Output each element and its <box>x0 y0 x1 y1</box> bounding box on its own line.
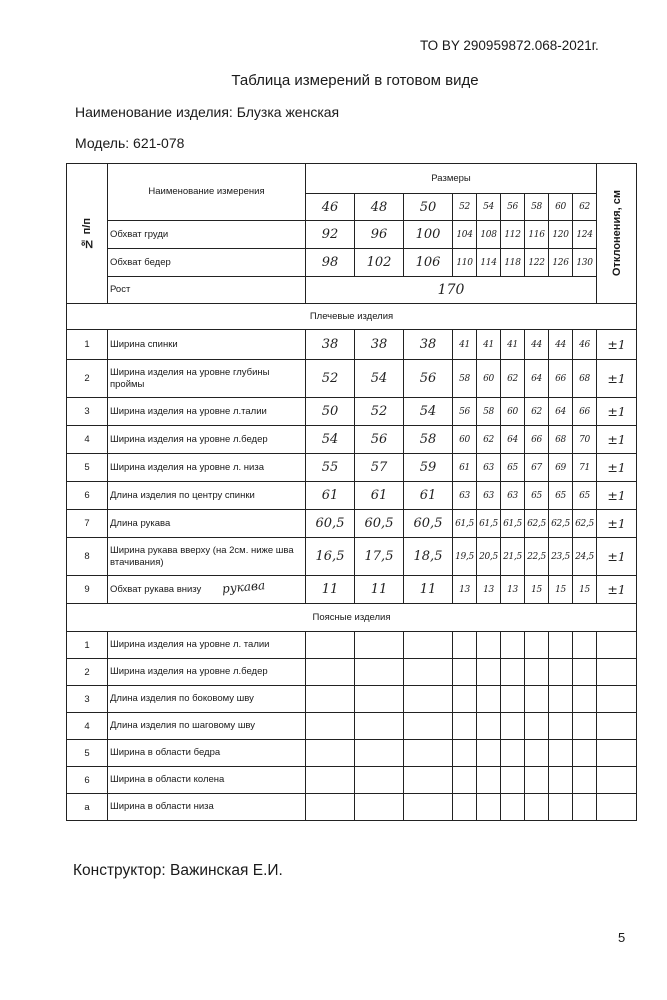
measurement-row <box>67 713 637 740</box>
empty-value-cell <box>501 740 525 767</box>
empty-value-cell <box>549 794 573 821</box>
measurement-name: Ширина изделия на уровне глубины проймы <box>108 360 306 398</box>
measurement-table <box>66 163 637 821</box>
measurement-value: 23,5 <box>549 538 573 576</box>
empty-value-cell <box>597 659 637 686</box>
chest-value: 100 <box>404 221 453 249</box>
chest-value: 116 <box>525 221 549 249</box>
measurement-value: 66 <box>573 398 597 426</box>
measurement-value: 61,5 <box>501 510 525 538</box>
empty-value-cell <box>477 794 501 821</box>
deviation-value: ±1 <box>597 330 637 360</box>
empty-value-cell <box>549 767 573 794</box>
measurement-value: 15 <box>549 576 573 604</box>
empty-value-cell <box>404 713 453 740</box>
empty-value-cell <box>453 713 477 740</box>
measurement-value: 56 <box>404 360 453 398</box>
measurement-value: 38 <box>306 330 355 360</box>
chest-value: 124 <box>573 221 597 249</box>
row-number: 6 <box>67 482 108 510</box>
handwritten-sleeve-note: рукава <box>221 578 266 596</box>
measurement-value: 64 <box>525 360 549 398</box>
deviation-value: ±1 <box>597 454 637 482</box>
measurement-row <box>67 360 637 398</box>
empty-value-cell <box>525 767 549 794</box>
measurement-value: 65 <box>549 482 573 510</box>
measurement-name: Ширина в области колена <box>108 767 306 794</box>
empty-value-cell <box>355 659 404 686</box>
measurement-value: 20,5 <box>477 538 501 576</box>
chest-value: 120 <box>549 221 573 249</box>
deviation-column-header: Отклонения, см <box>597 164 637 304</box>
size-cell: 60 <box>549 194 573 221</box>
measurement-value: 55 <box>306 454 355 482</box>
row-number: 1 <box>67 330 108 360</box>
measurement-value: 44 <box>525 330 549 360</box>
measurement-name: Ширина изделия на уровне л.бедер <box>108 659 306 686</box>
measurement-value: 54 <box>306 426 355 454</box>
page-number: 5 <box>618 930 626 945</box>
row-number: 9 <box>67 576 108 604</box>
measurement-value: 60 <box>501 398 525 426</box>
size-cell: 50 <box>404 194 453 221</box>
empty-value-cell <box>306 686 355 713</box>
empty-value-cell <box>355 713 404 740</box>
row-number: 5 <box>67 740 108 767</box>
row-number: 2 <box>67 659 108 686</box>
empty-value-cell <box>501 659 525 686</box>
measurement-value: 64 <box>501 426 525 454</box>
measurement-row <box>67 426 637 454</box>
hips-value: 98 <box>306 249 355 277</box>
measurement-value: 57 <box>355 454 404 482</box>
measurement-value: 70 <box>573 426 597 454</box>
empty-value-cell <box>453 686 477 713</box>
empty-value-cell <box>355 740 404 767</box>
empty-value-cell <box>525 659 549 686</box>
empty-value-cell <box>549 632 573 659</box>
constructor-name: Конструктор: Важинская Е.И. <box>73 862 283 879</box>
measurement-value: 71 <box>573 454 597 482</box>
measurement-value: 60 <box>453 426 477 454</box>
empty-value-cell <box>573 686 597 713</box>
measurement-value: 44 <box>549 330 573 360</box>
measurement-row <box>67 659 637 686</box>
chest-row <box>67 221 637 249</box>
row-number: а <box>67 794 108 821</box>
measurement-value: 61 <box>306 482 355 510</box>
measurement-value: 58 <box>404 426 453 454</box>
empty-value-cell <box>355 632 404 659</box>
measurement-row <box>67 576 637 604</box>
empty-value-cell <box>549 713 573 740</box>
empty-value-cell <box>501 686 525 713</box>
number-column-header: № п/п <box>67 164 108 304</box>
header-row <box>67 164 637 194</box>
deviation-value: ±1 <box>597 510 637 538</box>
empty-value-cell <box>573 632 597 659</box>
measurement-value: 62 <box>501 360 525 398</box>
measurement-value: 13 <box>477 576 501 604</box>
measurement-value: 60 <box>477 360 501 398</box>
empty-value-cell <box>306 659 355 686</box>
empty-value-cell <box>597 632 637 659</box>
empty-value-cell <box>477 686 501 713</box>
measurement-value: 15 <box>525 576 549 604</box>
chest-value: 104 <box>453 221 477 249</box>
measurement-value: 61 <box>404 482 453 510</box>
measurement-value: 64 <box>549 398 573 426</box>
row-number: 3 <box>67 686 108 713</box>
empty-value-cell <box>573 794 597 821</box>
size-cell: 52 <box>453 194 477 221</box>
measurement-value: 58 <box>453 360 477 398</box>
section-row <box>67 304 637 330</box>
empty-value-cell <box>404 632 453 659</box>
measurement-value: 21,5 <box>501 538 525 576</box>
measurement-value: 52 <box>355 398 404 426</box>
measurement-value: 16,5 <box>306 538 355 576</box>
measurement-value: 66 <box>525 426 549 454</box>
empty-value-cell <box>597 713 637 740</box>
empty-value-cell <box>549 659 573 686</box>
deviation-value: ±1 <box>597 398 637 426</box>
size-cell: 48 <box>355 194 404 221</box>
empty-value-cell <box>573 713 597 740</box>
measurement-value: 62,5 <box>525 510 549 538</box>
measurement-value: 41 <box>453 330 477 360</box>
empty-value-cell <box>597 767 637 794</box>
measurement-name: Обхват рукава внизу <box>108 576 306 604</box>
empty-value-cell <box>404 686 453 713</box>
measurement-row <box>67 538 637 576</box>
measurement-value: 41 <box>501 330 525 360</box>
chest-value: 112 <box>501 221 525 249</box>
size-cell: 62 <box>573 194 597 221</box>
page-title: Таблица измерений в готовом виде <box>231 72 479 89</box>
hips-value: 118 <box>501 249 525 277</box>
measurement-value: 46 <box>573 330 597 360</box>
measurement-name: Ширина в области бедра <box>108 740 306 767</box>
measurement-value: 63 <box>477 482 501 510</box>
measurement-value: 62 <box>525 398 549 426</box>
chest-label: Обхват груди <box>108 221 306 249</box>
empty-value-cell <box>549 686 573 713</box>
measurement-name: Ширина в области низа <box>108 794 306 821</box>
measurement-value: 56 <box>355 426 404 454</box>
empty-value-cell <box>501 713 525 740</box>
measurement-row <box>67 767 637 794</box>
size-cell: 58 <box>525 194 549 221</box>
size-cell: 54 <box>477 194 501 221</box>
section-row <box>67 604 637 632</box>
empty-value-cell <box>501 794 525 821</box>
measurement-value: 11 <box>355 576 404 604</box>
empty-value-cell <box>477 767 501 794</box>
measurement-value: 67 <box>525 454 549 482</box>
measurement-row <box>67 632 637 659</box>
empty-value-cell <box>573 740 597 767</box>
measurement-name: Ширина спинки <box>108 330 306 360</box>
empty-value-cell <box>306 632 355 659</box>
measurement-value: 63 <box>501 482 525 510</box>
row-number: 2 <box>67 360 108 398</box>
measurement-value: 50 <box>306 398 355 426</box>
height-value: 170 <box>306 277 597 304</box>
empty-value-cell <box>355 767 404 794</box>
empty-value-cell <box>525 713 549 740</box>
measurement-value: 13 <box>453 576 477 604</box>
empty-value-cell <box>477 713 501 740</box>
measurement-value: 22,5 <box>525 538 549 576</box>
chest-value: 108 <box>477 221 501 249</box>
measurement-value: 41 <box>477 330 501 360</box>
measurement-row <box>67 398 637 426</box>
measurement-row <box>67 330 637 360</box>
measurement-name: Ширина рукава вверху (на 2см. ниже шва втачивания) <box>108 538 306 576</box>
section-shoulder-title: Плечевые изделия <box>67 304 637 330</box>
empty-value-cell <box>525 632 549 659</box>
hips-value: 102 <box>355 249 404 277</box>
empty-value-cell <box>355 794 404 821</box>
empty-value-cell <box>404 740 453 767</box>
empty-value-cell <box>453 740 477 767</box>
chest-value: 92 <box>306 221 355 249</box>
deviation-value: ±1 <box>597 538 637 576</box>
measurement-value: 60,5 <box>404 510 453 538</box>
empty-value-cell <box>453 659 477 686</box>
measurement-value: 60,5 <box>306 510 355 538</box>
empty-value-cell <box>573 767 597 794</box>
measurement-value: 62,5 <box>573 510 597 538</box>
measurement-value: 11 <box>306 576 355 604</box>
measurement-value: 65 <box>525 482 549 510</box>
empty-value-cell <box>501 632 525 659</box>
measurement-row <box>67 794 637 821</box>
measurement-value: 69 <box>549 454 573 482</box>
empty-value-cell <box>597 686 637 713</box>
measurement-name: Ширина изделия на уровне л.бедер <box>108 426 306 454</box>
empty-value-cell <box>404 794 453 821</box>
measurement-value: 65 <box>501 454 525 482</box>
empty-value-cell <box>525 794 549 821</box>
measurement-value: 56 <box>453 398 477 426</box>
measurement-value: 38 <box>404 330 453 360</box>
hips-label: Обхват бедер <box>108 249 306 277</box>
measurement-value: 54 <box>355 360 404 398</box>
chest-value: 96 <box>355 221 404 249</box>
measurement-value: 61 <box>355 482 404 510</box>
empty-value-cell <box>404 767 453 794</box>
measurement-value: 62,5 <box>549 510 573 538</box>
empty-value-cell <box>573 659 597 686</box>
deviation-value: ±1 <box>597 360 637 398</box>
measurement-name: Ширина изделия на уровне л. талии <box>108 632 306 659</box>
row-number: 7 <box>67 510 108 538</box>
hips-value: 122 <box>525 249 549 277</box>
measurement-name: Длина изделия по центру спинки <box>108 482 306 510</box>
hips-value: 130 <box>573 249 597 277</box>
measurement-value: 24,5 <box>573 538 597 576</box>
measurement-value: 54 <box>404 398 453 426</box>
measurement-value: 61,5 <box>477 510 501 538</box>
empty-value-cell <box>597 740 637 767</box>
empty-value-cell <box>477 659 501 686</box>
hips-row <box>67 249 637 277</box>
measurement-value: 62 <box>477 426 501 454</box>
empty-value-cell <box>525 740 549 767</box>
hips-value: 114 <box>477 249 501 277</box>
measurement-value: 63 <box>453 482 477 510</box>
measurement-row <box>67 686 637 713</box>
hips-value: 106 <box>404 249 453 277</box>
empty-value-cell <box>477 740 501 767</box>
row-number: 4 <box>67 713 108 740</box>
measurement-value: 61,5 <box>453 510 477 538</box>
empty-value-cell <box>306 794 355 821</box>
empty-value-cell <box>525 686 549 713</box>
empty-value-cell <box>453 794 477 821</box>
measurement-value: 66 <box>549 360 573 398</box>
measurement-row <box>67 454 637 482</box>
row-number: 5 <box>67 454 108 482</box>
measurement-value: 60,5 <box>355 510 404 538</box>
empty-value-cell <box>404 659 453 686</box>
height-label: Рост <box>108 277 306 304</box>
hips-value: 110 <box>453 249 477 277</box>
empty-value-cell <box>306 740 355 767</box>
measurement-name: Длина изделия по шаговому шву <box>108 713 306 740</box>
measurement-value: 63 <box>477 454 501 482</box>
model-number: Модель: 621-078 <box>75 135 185 151</box>
section-waist-title: Поясные изделия <box>67 604 637 632</box>
measurement-name: Длина рукава <box>108 510 306 538</box>
measurement-value: 17,5 <box>355 538 404 576</box>
measurement-row <box>67 482 637 510</box>
measurement-value: 38 <box>355 330 404 360</box>
row-number: 3 <box>67 398 108 426</box>
size-cell: 56 <box>501 194 525 221</box>
measurement-value: 52 <box>306 360 355 398</box>
empty-value-cell <box>453 767 477 794</box>
measurement-value: 68 <box>573 360 597 398</box>
empty-value-cell <box>306 767 355 794</box>
measurement-value: 18,5 <box>404 538 453 576</box>
empty-value-cell <box>501 767 525 794</box>
measurement-row <box>67 740 637 767</box>
empty-value-cell <box>306 713 355 740</box>
hips-value: 126 <box>549 249 573 277</box>
measurement-value: 65 <box>573 482 597 510</box>
measurement-value: 11 <box>404 576 453 604</box>
measurement-value: 59 <box>404 454 453 482</box>
measurement-value: 68 <box>549 426 573 454</box>
measurement-value: 61 <box>453 454 477 482</box>
height-row <box>67 277 637 304</box>
row-number: 4 <box>67 426 108 454</box>
deviation-value: ±1 <box>597 482 637 510</box>
empty-value-cell <box>477 632 501 659</box>
measurement-name: Длина изделия по боковому шву <box>108 686 306 713</box>
empty-value-cell <box>453 632 477 659</box>
empty-value-cell <box>355 686 404 713</box>
measurement-name: Ширина изделия на уровне л. низа <box>108 454 306 482</box>
product-name: Наименование изделия: Блузка женская <box>75 104 340 120</box>
size-cell: 46 <box>306 194 355 221</box>
sizes-header: Размеры <box>306 164 597 194</box>
empty-value-cell <box>549 740 573 767</box>
row-number: 8 <box>67 538 108 576</box>
row-number: 1 <box>67 632 108 659</box>
measurement-row <box>67 510 637 538</box>
measurement-value: 13 <box>501 576 525 604</box>
empty-value-cell <box>597 794 637 821</box>
measurement-value: 15 <box>573 576 597 604</box>
document-reference: ТО BY 290959872.068-2021г. <box>420 38 599 53</box>
row-number: 6 <box>67 767 108 794</box>
measurement-value: 58 <box>477 398 501 426</box>
deviation-value: ±1 <box>597 576 637 604</box>
measurement-name: Ширина изделия на уровне л.талии <box>108 398 306 426</box>
deviation-value: ±1 <box>597 426 637 454</box>
measurement-value: 19,5 <box>453 538 477 576</box>
name-column-header: Наименование измерения <box>108 164 306 221</box>
